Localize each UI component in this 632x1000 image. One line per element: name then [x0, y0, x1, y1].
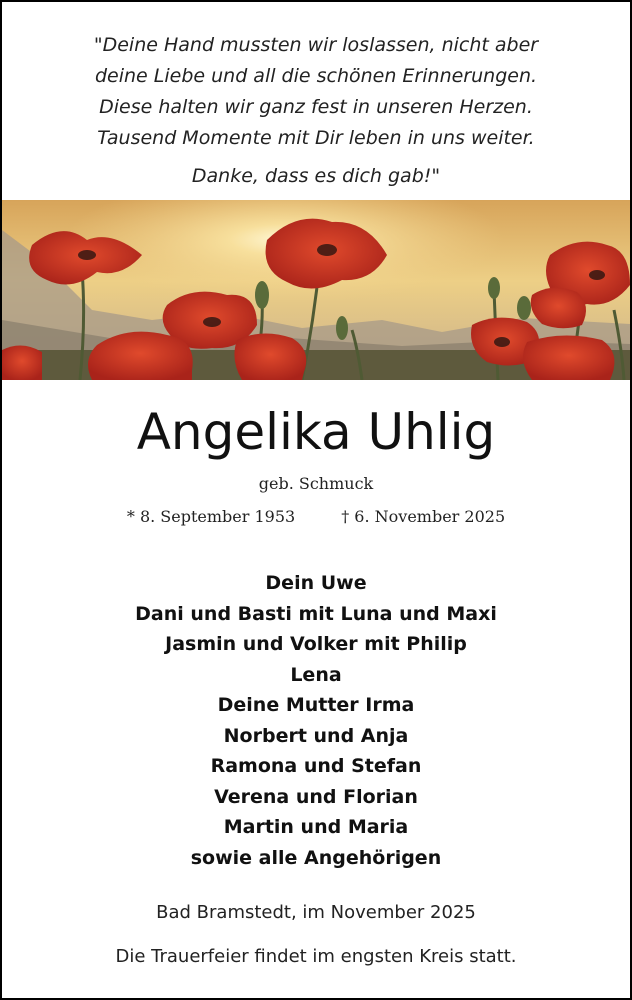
- mourner-line: Lena: [290, 663, 342, 686]
- funeral-note: Die Trauerfeier findet im engsten Kreis statt.: [115, 946, 517, 967]
- mourner-line: Jasmin und Volker mit Philip: [165, 633, 467, 655]
- quote-line: deine Liebe und all die schönen Erinnerungen.: [94, 65, 538, 87]
- quote-closing: Danke, dass es dich gab!": [191, 165, 441, 187]
- life-dates: [2, 507, 630, 526]
- mourner-line: Deine Mutter Irma: [217, 694, 415, 716]
- mourner-line: sowie alle Angehörigen: [190, 846, 442, 869]
- mourner-line: Dein Uwe: [265, 572, 367, 594]
- death-date: † 6. November 2025: [341, 507, 506, 526]
- poppy-photo: [2, 200, 630, 380]
- birth-date: * 8. September 1953: [126, 507, 296, 526]
- deceased-name: Angelika Uhlig: [136, 403, 496, 461]
- mourner-line: Norbert und Anja: [223, 724, 409, 747]
- mourner-line: Ramona und Stefan: [210, 755, 422, 777]
- birth-name: geb. Schmuck: [258, 474, 374, 493]
- poppy-photo-graphic: [2, 200, 630, 380]
- mourners-list: [2, 568, 630, 873]
- quote-line: Tausend Momente mit Dir leben in uns weiter.: [97, 127, 535, 149]
- mourner-line: Dani und Basti mit Luna und Maxi: [135, 602, 497, 625]
- mourner-line: Martin und Maria: [223, 816, 409, 838]
- quote-line: "Deine Hand mussten wir loslassen, nicht aber: [93, 34, 539, 56]
- mourner-line: Verena und Florian: [214, 785, 418, 808]
- quote-line: Diese halten wir ganz fest in unseren Herzen.: [99, 96, 533, 118]
- place-and-date: Bad Bramstedt, im November 2025: [156, 902, 476, 923]
- memorial-quote: [2, 30, 630, 192]
